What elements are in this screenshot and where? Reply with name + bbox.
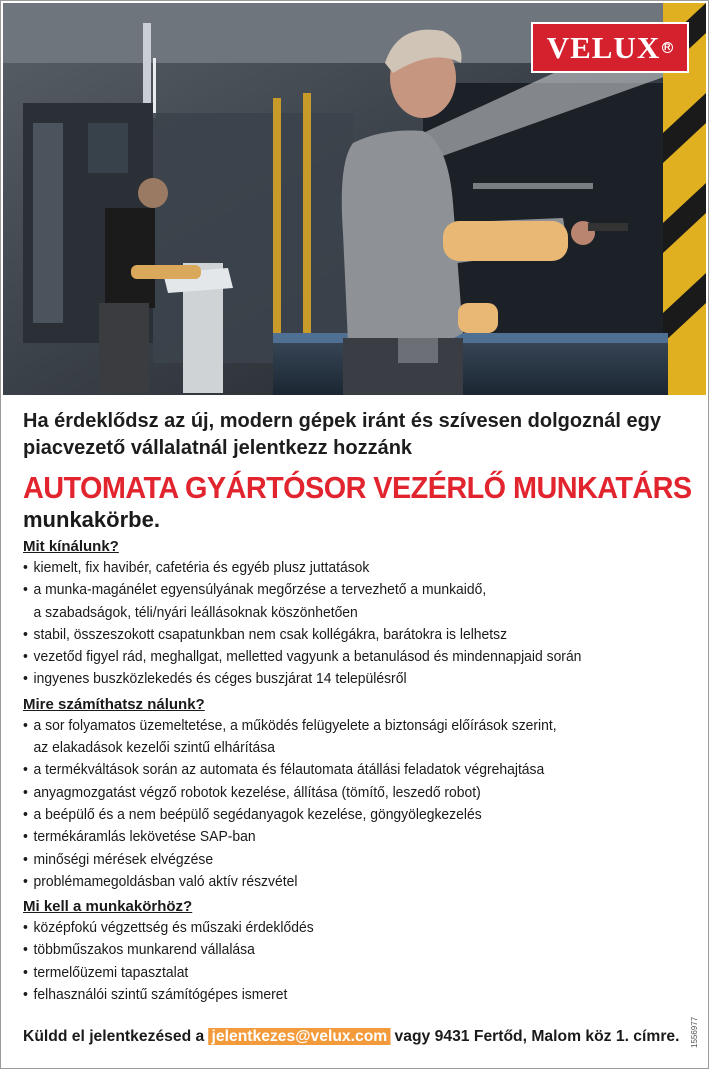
list-item-text: • a munka-magánélet egyensúlyának megőrzése a tervezhető a munkaidő, xyxy=(33,582,487,599)
application-footer xyxy=(23,1028,679,1046)
section xyxy=(23,537,687,691)
list-item-text: • stabil, összeszokott csapatunkban nem csak kollégákra, barátokra is lelhetsz xyxy=(33,626,508,643)
list-item xyxy=(23,668,660,690)
registered-mark-icon: R xyxy=(664,42,672,52)
job-title-suffix: munkakörbe. xyxy=(23,507,160,532)
list-item-text: • termékáramlás lekövetése SAP-ban xyxy=(33,829,256,846)
list-item-text: • problémamegoldásban való aktív részvétel xyxy=(33,873,298,890)
footer-address: vagy 9431 Fertőd, Malom köz 1. címre. xyxy=(394,1028,680,1045)
list-item-text: • ingyenes buszközlekedés és céges buszjárat 14 településről xyxy=(33,671,407,688)
section-heading: Mi kell a munkakörhöz? xyxy=(23,898,193,916)
list-item-text: • kiemelt, fix havibér, cafetéria és egyéb plusz juttatások xyxy=(33,560,370,576)
list-item xyxy=(23,984,660,1006)
list-item-text: • a beépülő és a nem beépülő segédanyagok kezelése, göngyölegkezelés xyxy=(33,806,482,823)
list-item xyxy=(23,917,660,939)
email-link[interactable]: jelentkezes@velux.com xyxy=(209,1028,391,1045)
list-item xyxy=(23,715,660,760)
list-item-text: a szabadságok, téli/nyári leállásoknak köszönhetően xyxy=(33,604,358,621)
list-item xyxy=(23,939,660,961)
ad-code: 1556977 xyxy=(690,1016,699,1048)
list-item xyxy=(23,579,660,624)
footer-prefix: Küldd el jelentkezésed a xyxy=(23,1028,205,1045)
section-heading: Mit kínálunk? xyxy=(23,538,119,555)
intro-text: Ha érdeklődsz az új, modern gépek iránt és szívesen dolgoznál egy piacvezető vállalatnál jelentkezz hozzánk xyxy=(23,410,661,459)
requirements-sections xyxy=(23,537,687,1006)
list-item xyxy=(23,962,660,984)
list-item xyxy=(23,646,660,668)
list-item-text: • többműszakos munkarend vállalása xyxy=(33,942,255,959)
list-item-text: • vezetőd figyel rád, meghallgat, melletted vagyunk a betanulásod és mindennapjaid során xyxy=(33,649,582,666)
list-item xyxy=(23,826,660,848)
bullet-list xyxy=(23,557,687,691)
list-item-text: • felhasználói szintű számítógépes ismeret xyxy=(33,987,288,1004)
list-item xyxy=(23,557,660,579)
job-title: AUTOMATA GYÁRTÓSOR VEZÉRLŐ MUNKATÁRS xyxy=(23,470,692,505)
list-item-text: • a sor folyamatos üzemeltetése, a működés felügyelete a biztonsági előírások szerint, xyxy=(33,717,557,734)
bullet-list xyxy=(23,715,687,893)
section-heading: Mire számíthatsz nálunk? xyxy=(23,695,205,713)
section xyxy=(23,695,687,893)
list-item xyxy=(23,804,660,826)
logo-text: VELUX xyxy=(546,29,661,65)
list-item xyxy=(23,624,660,646)
bullet-list xyxy=(23,917,687,1006)
velux-logo xyxy=(531,22,689,73)
list-item-text: • minőségi mérések elvégzése xyxy=(33,851,214,868)
list-item xyxy=(23,782,660,804)
list-item-text: • termelőüzemi tapasztalat xyxy=(33,964,189,981)
list-item xyxy=(23,759,660,781)
list-item xyxy=(23,849,660,871)
list-item-text: az elakadások kezelői szintű elhárítása xyxy=(33,740,275,757)
list-item-text: • középfokú végzettség és műszaki érdeklődés xyxy=(33,920,314,937)
list-item-text: • anyagmozgatást végző robotok kezelése, állítása (tömítő, leszedő robot) xyxy=(33,784,481,801)
list-item xyxy=(23,871,660,893)
ad-content xyxy=(23,408,692,1006)
section xyxy=(23,897,687,1006)
list-item-text: • a termékváltások során az automata és félautomata átállási feladatok végrehajtása xyxy=(33,762,545,779)
